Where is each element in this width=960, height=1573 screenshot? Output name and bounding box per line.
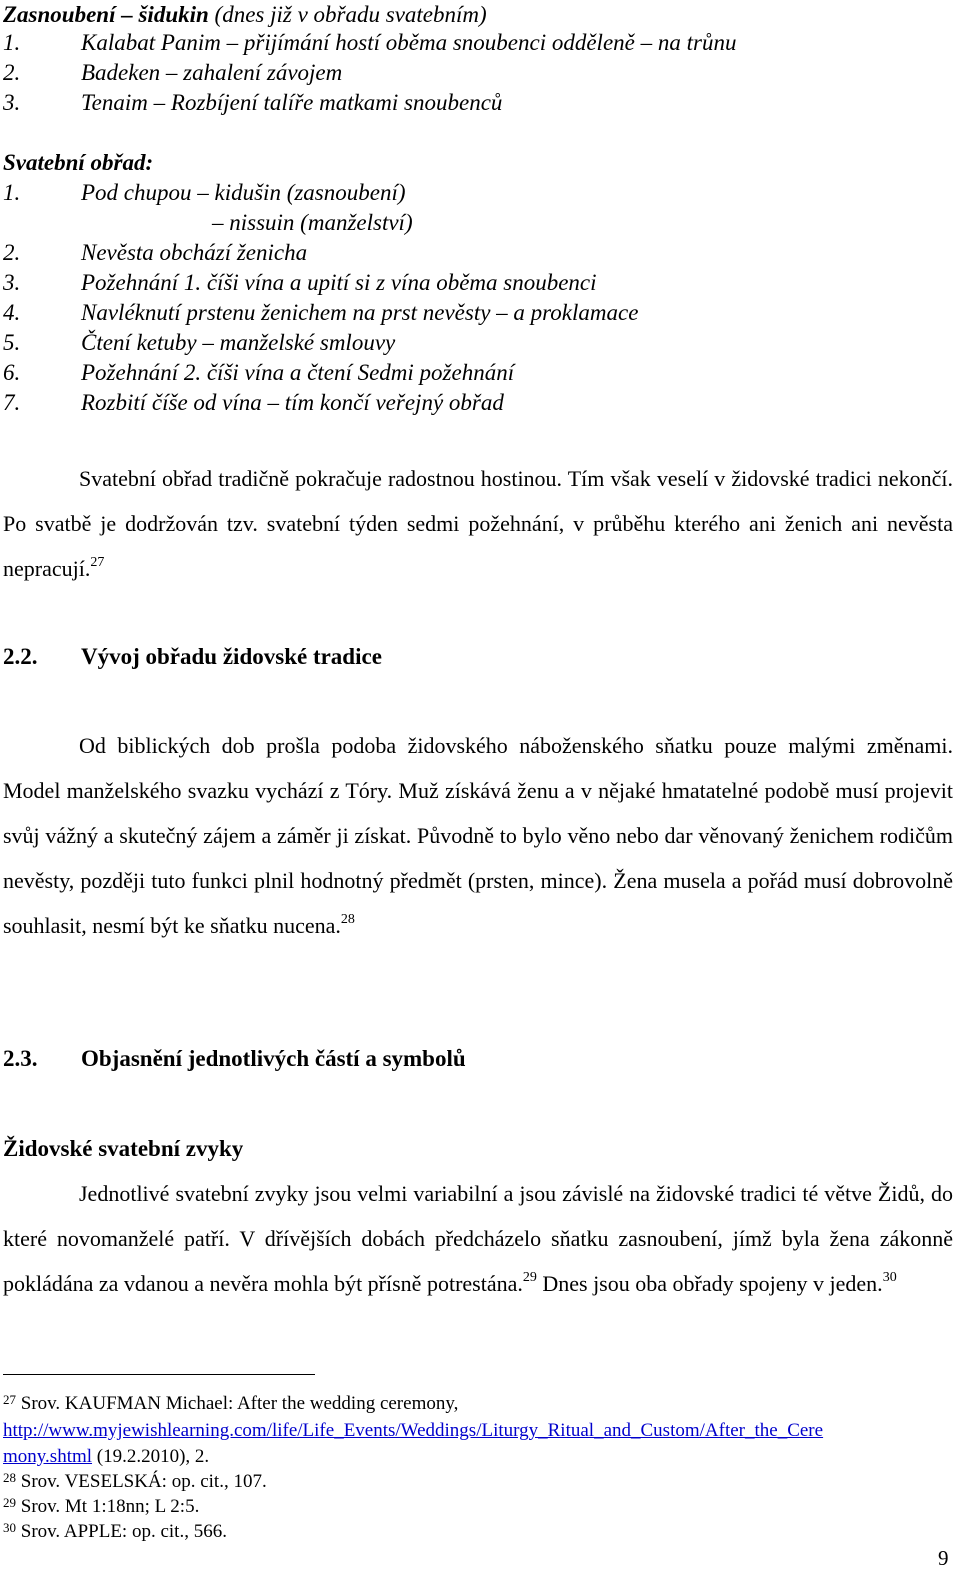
list-item-number: 7. bbox=[3, 390, 21, 415]
section-title: Objasnění jednotlivých částí a symbolů bbox=[81, 1046, 466, 1071]
footnote-ref: 29 bbox=[522, 1270, 537, 1285]
list-item-number: 2. bbox=[3, 60, 21, 85]
list-item bbox=[3, 178, 406, 208]
page-number: 9 bbox=[938, 1546, 949, 1570]
list-item-text: Kalabat Panim – přijímání hostí oběma snoubenci odděleně – na trůnu bbox=[81, 30, 737, 55]
footnote-ref: 27 bbox=[90, 555, 105, 570]
list-item-text: Rozbití číše od vína – tím končí veřejný obřad bbox=[81, 390, 504, 415]
section-heading-2-2 bbox=[3, 642, 382, 672]
list-item-number: 3. bbox=[3, 90, 21, 115]
list-item-text: Požehnání 2. číši vína a čtení Sedmi požehnání bbox=[81, 360, 515, 385]
list-item-number: 4. bbox=[3, 300, 21, 325]
section-number: 2.2. bbox=[3, 644, 38, 669]
footnote-link[interactable]: mony.shtml bbox=[3, 1446, 93, 1467]
list-item bbox=[3, 328, 395, 358]
list-item bbox=[3, 298, 638, 328]
footnote-text: Srov. KAUFMAN Michael: After the wedding ceremony, bbox=[20, 1393, 459, 1414]
list-item-text: Tenaim – Rozbíjení talíře matkami snoubenců bbox=[81, 90, 503, 115]
engagement-title-rest: (dnes již v obřadu svatebním) bbox=[208, 2, 487, 27]
paragraph-text: Jednotlivé svatební zvyky jsou velmi variabilní a jsou závislé na židovské tradici té větve Židů, do které novomanželé patří. V dřívějších dobách předcházelo sňatku zasnoubení, jímž byla žena zákonně pokládána za vdanou a nevěra mohla být přísně potrestána. bbox=[3, 1181, 953, 1296]
footnote-separator bbox=[3, 1374, 315, 1375]
list-item bbox=[3, 88, 502, 118]
footnote-27-link[interactable] bbox=[3, 1418, 823, 1443]
section-heading-2-3 bbox=[3, 1044, 466, 1074]
list-item-text: – nissuin (manželství) bbox=[212, 210, 413, 235]
footnote-30 bbox=[3, 1519, 227, 1544]
subheading-customs: Židovské svatební zvyky bbox=[3, 1136, 244, 1161]
footnote-text: (19.2.2010), 2. bbox=[92, 1446, 210, 1467]
list-item-number: 3. bbox=[3, 270, 21, 295]
footnote-number: 27 bbox=[3, 1392, 16, 1407]
paragraph-text: Od biblických dob prošla podoba židovského náboženského sňatku pouze malými změnami. Model manželského svazku vychází z Tóry. Muž získává ženu a v nějaké hmatatelné podobě musí projevit svůj vážný a skutečný zájem a záměr ji získat. Původně to bylo věno nebo dar věnovaný ženichem rodičům nevěsty, později tuto funkci plnil hodnotný předmět (prsten, mince). Žena musela a pořád musí dobrovolně souhlasit, nesmí být ke sňatku nucena. bbox=[3, 733, 953, 938]
list-item-text: Pod chupou – kidušin (zasnoubení) bbox=[81, 180, 406, 205]
section-number: 2.3. bbox=[3, 1046, 38, 1071]
list-item-text: Nevěsta obchází ženicha bbox=[81, 240, 308, 265]
section-title: Vývoj obřadu židovské tradice bbox=[81, 644, 382, 669]
list-item bbox=[3, 58, 342, 88]
list-item bbox=[212, 208, 413, 238]
footnote-ref: 28 bbox=[340, 912, 355, 927]
footnote-number: 30 bbox=[3, 1520, 16, 1535]
engagement-heading bbox=[3, 0, 487, 30]
footnote-text: Srov. APPLE: op. cit., 566. bbox=[20, 1521, 227, 1542]
list-item bbox=[3, 238, 307, 268]
footnote-link[interactable]: http://www.myjewishlearning.com/life/Life_Events/Weddings/Liturgy_Ritual_and_Custom/After_the_Cere bbox=[3, 1420, 824, 1441]
list-item bbox=[3, 358, 514, 388]
engagement-title-bold: Zasnoubení – šidukin bbox=[3, 2, 209, 27]
list-item-text: Čtení ketuby – manželské smlouvy bbox=[81, 330, 396, 355]
list-item-number: 1. bbox=[3, 180, 21, 205]
list-item bbox=[3, 268, 597, 298]
paragraph-tail: Dnes jsou oba obřady spojeny v jeden. bbox=[536, 1271, 883, 1296]
footnote-27 bbox=[3, 1391, 458, 1416]
list-item bbox=[3, 388, 504, 418]
list-item bbox=[3, 28, 736, 58]
list-item-text: Požehnání 1. číši vína a upití si z vína oběma snoubenci bbox=[81, 270, 597, 295]
footnote-ref: 30 bbox=[882, 1270, 897, 1285]
footnote-text: Srov. Mt 1:18nn; L 2:5. bbox=[20, 1496, 200, 1517]
paragraph-wedding-customs bbox=[3, 1171, 953, 1306]
paragraph-ritual-history bbox=[3, 723, 953, 948]
footnote-27-cont bbox=[3, 1444, 209, 1469]
footnote-28 bbox=[3, 1469, 267, 1494]
list-item-number: 6. bbox=[3, 360, 21, 385]
list-item-number: 1. bbox=[3, 30, 21, 55]
ceremony-heading: Svatební obřad: bbox=[3, 150, 154, 175]
footnote-text: Srov. VESELSKÁ: op. cit., 107. bbox=[20, 1471, 267, 1492]
footnote-29 bbox=[3, 1494, 199, 1519]
list-item-text: Badeken – zahalení závojem bbox=[81, 60, 343, 85]
footnote-number: 28 bbox=[3, 1470, 16, 1485]
list-item-number: 2. bbox=[3, 240, 21, 265]
list-item-text: Navléknutí prstenu ženichem na prst nevěsty – a proklamace bbox=[81, 300, 639, 325]
paragraph-text: Svatební obřad tradičně pokračuje radostnou hostinou. Tím však veselí v židovské tradici nekončí. Po svatbě je dodržován tzv. svatební týden sedmi požehnání, v průběhu kterého ani ženich ani nevěsta nepracují. bbox=[3, 466, 953, 581]
paragraph-wedding-feast bbox=[3, 456, 953, 591]
list-item-number: 5. bbox=[3, 330, 21, 355]
footnote-number: 29 bbox=[3, 1495, 16, 1510]
